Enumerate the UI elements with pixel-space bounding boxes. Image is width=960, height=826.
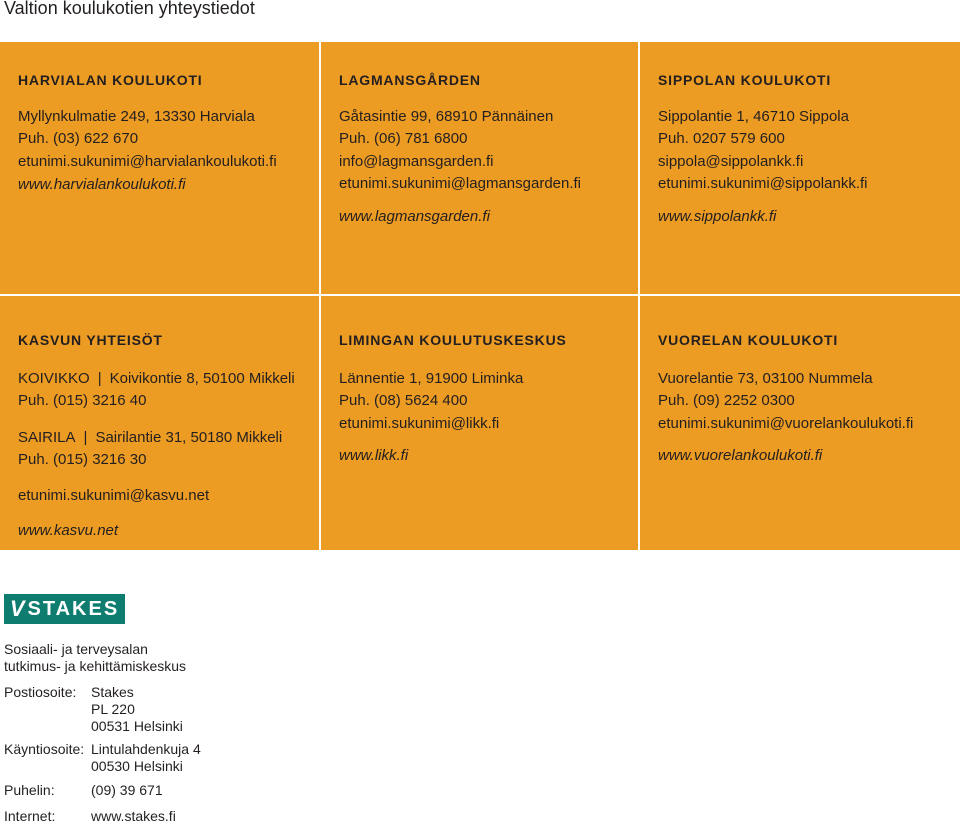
address-line: Lintulahdenkuja 4 [91, 741, 201, 757]
school-info-email-link[interactable]: sippola@sippolankk.fi [658, 152, 804, 170]
unit-phone: Puh. (015) 3216 40 [18, 392, 147, 409]
school-website-link[interactable]: www.lagmansgarden.fi [339, 207, 490, 225]
separator: | [97, 369, 102, 387]
school-name: VUORELAN KOULUKOTI [658, 332, 839, 348]
school-website-link[interactable]: www.harvialankoulukoti.fi [18, 176, 186, 193]
school-card-kasvun-yhteisot [0, 296, 319, 550]
school-email-link[interactable]: etunimi.sukunimi@kasvu.net [18, 486, 210, 504]
school-name: KASVUN YHTEISÖT [18, 332, 163, 348]
school-address: Lännentie 1, 91900 Liminka [339, 369, 524, 387]
school-email-link[interactable]: etunimi.sukunimi@lagmansgarden.fi [339, 175, 582, 192]
school-name: LAGMANSGÅRDEN [339, 72, 481, 88]
unit-name: KOIVIKKO [18, 369, 90, 387]
school-card-vuorela [640, 296, 960, 550]
school-address: Sippolantie 1, 46710 Sippola [658, 107, 849, 125]
school-address: Gåtasintie 99, 68910 Pännäinen [339, 107, 554, 125]
unit-phone: Puh. (015) 3216 30 [18, 451, 147, 468]
org-line: Sosiaali- ja terveysalan [4, 641, 148, 657]
school-email-link[interactable]: etunimi.sukunimi@likk.fi [339, 414, 500, 432]
school-email-link[interactable]: etunimi.sukunimi@sippolankk.fi [658, 175, 868, 192]
school-email-link[interactable]: etunimi.sukunimi@harvialankoulukoti.fi [18, 152, 277, 170]
school-email-link[interactable]: etunimi.sukunimi@vuorelankoulukoti.fi [658, 414, 914, 432]
stakes-logo-mark: V [9, 596, 25, 621]
school-website-link[interactable]: www.sippolankk.fi [658, 207, 777, 225]
address-line: 00530 Helsinki [91, 758, 183, 774]
separator: | [83, 428, 88, 446]
unit-address: Koivikontie 8, 50100 Mikkeli [109, 369, 295, 387]
school-name: HARVIALAN KOULUKOTI [18, 72, 203, 88]
postal-address-label: Postiosoite: [4, 684, 77, 700]
school-card-lagmansgarden [321, 42, 638, 294]
internet-label: Internet: [4, 808, 56, 824]
school-website-link[interactable]: www.kasvu.net [18, 522, 119, 539]
school-website-link[interactable]: www.vuorelankoulukoti.fi [658, 447, 823, 464]
stakes-logo [4, 594, 125, 624]
stakes-organization [4, 641, 186, 675]
unit-address: Sairilantie 31, 50180 Mikkeli [95, 428, 283, 446]
stakes-logo-text: STAKES [27, 597, 120, 620]
address-line: Stakes [91, 684, 134, 700]
school-address: Vuorelantie 73, 03100 Nummela [658, 369, 873, 387]
school-phone: Puh. (03) 622 670 [18, 130, 139, 147]
school-card-sippola [640, 42, 960, 294]
visiting-address-value [91, 741, 201, 775]
address-line: PL 220 [91, 701, 135, 717]
school-name: SIPPOLAN KOULUKOTI [658, 72, 832, 88]
unit-sairila-address-line [18, 427, 301, 450]
school-card-liminka [321, 296, 638, 550]
phone-value: (09) 39 671 [91, 782, 163, 798]
postal-address-value [91, 684, 183, 735]
school-phone: Puh. (08) 5624 400 [339, 392, 468, 409]
page-title: Valtion koulukotien yhteystiedot [4, 0, 255, 18]
school-phone: Puh. 0207 579 600 [658, 130, 785, 147]
school-website-link[interactable]: www.likk.fi [339, 447, 409, 464]
phone-label: Puhelin: [4, 782, 55, 798]
school-name: LIMINGAN KOULUTUSKESKUS [339, 332, 567, 348]
visiting-address-label: Käyntiosoite: [4, 741, 85, 757]
school-phone: Puh. (09) 2252 0300 [658, 392, 795, 409]
school-card-harviala [0, 42, 319, 294]
school-phone: Puh. (06) 781 6800 [339, 130, 468, 147]
internet-link[interactable]: www.stakes.fi [91, 808, 176, 824]
unit-koivikko-address-line [18, 368, 301, 391]
org-line: tutkimus- ja kehittämiskeskus [4, 658, 187, 674]
school-info-email-link[interactable]: info@lagmansgarden.fi [339, 152, 494, 170]
unit-name: SAIRILA [18, 428, 76, 446]
address-line: 00531 Helsinki [91, 718, 183, 734]
school-address: Myllynkulmatie 249, 13330 Harviala [18, 107, 255, 125]
